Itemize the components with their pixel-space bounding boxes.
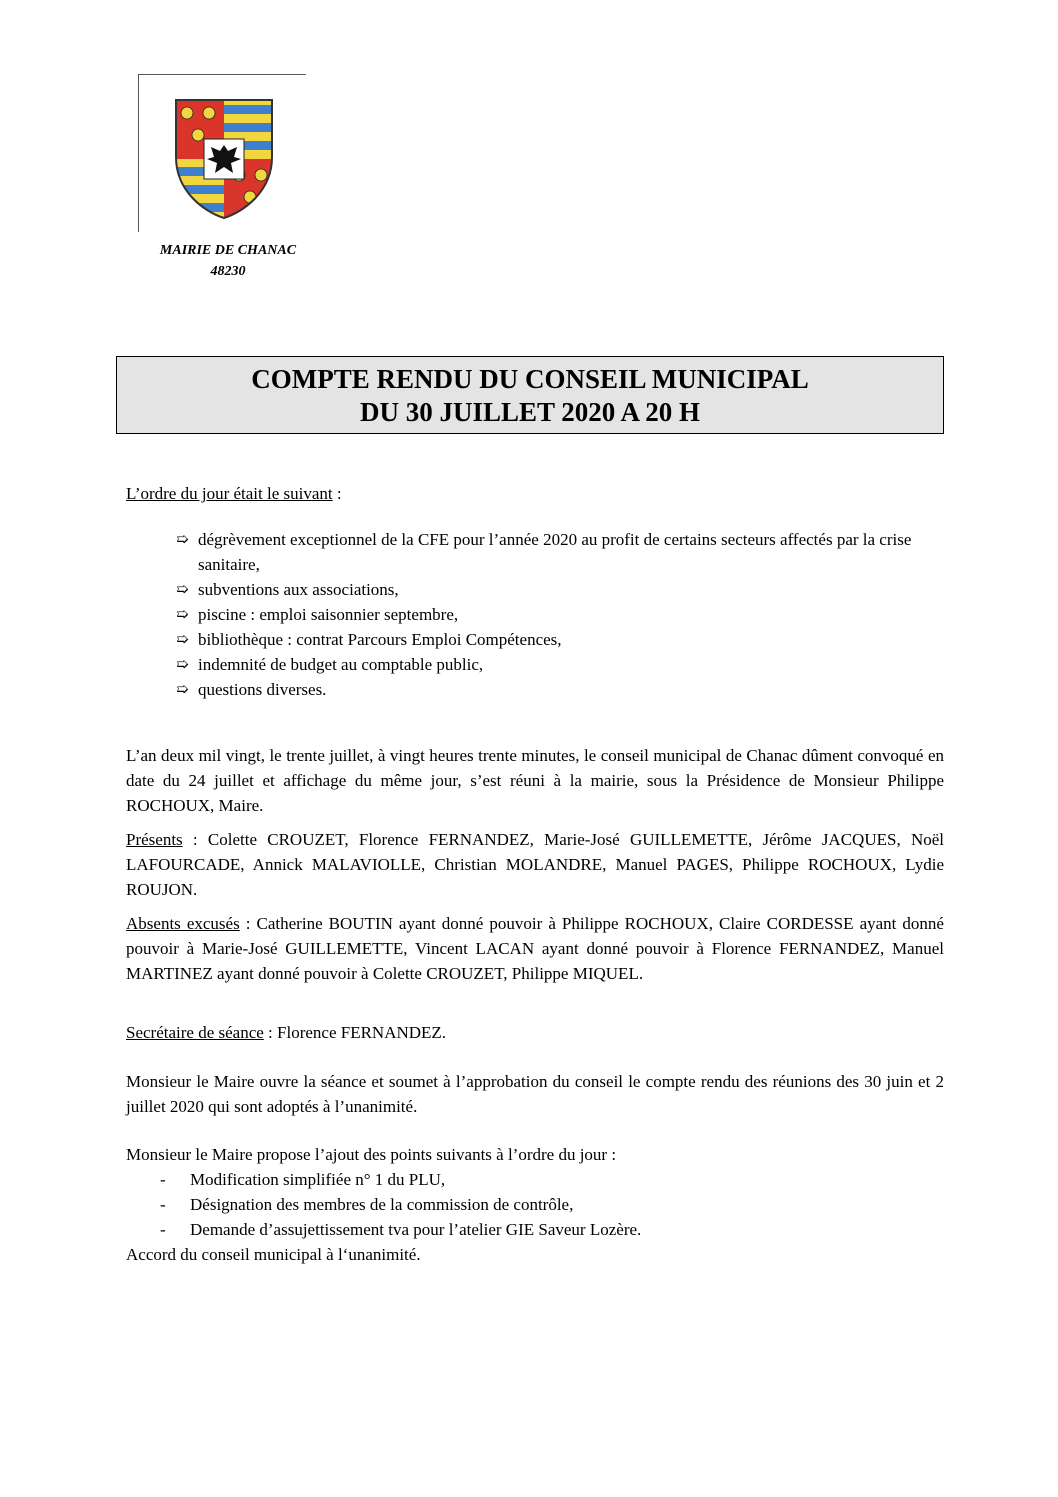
list-item [154,1217,934,1242]
mairie-postcode: 48230 [210,264,246,279]
agenda-intro-label: L’ordre du jour était le suivant [126,484,333,503]
list-item [176,577,946,602]
list-item [176,677,946,702]
added-points-list [154,1167,934,1242]
list-item [154,1192,934,1217]
hollow-arrow-icon: ➯ [176,630,189,648]
presents-label: Présents [126,830,183,849]
added-point-text: Demande d’assujettissement tva pour l’atelier GIE Saveur Lozère. [190,1220,642,1239]
agenda-item-text: piscine : emploi saisonnier septembre, [198,605,459,624]
title-line-1: COMPTE RENDU DU CONSEIL MUNICIPAL [251,364,809,394]
agenda-list [176,527,946,702]
list-item [176,527,946,577]
added-points-conclusion: Accord du conseil municipal à l‘unanimité. [126,1245,421,1264]
absents-paragraph [126,911,944,986]
added-points-intro: Monsieur le Maire propose l’ajout des points suivants à l’ordre du jour : [126,1145,617,1164]
absents-label: Absents excusés [126,914,240,933]
opening-paragraph: L’an deux mil vingt, le trente juillet, à vingt heures trente minutes, le conseil municipal de Chanac dûment convoqué en date du 24 juillet et affichage du même jour, s’est réuni à la mairie, sous la Présidence de Monsieur Philippe ROCHOUX, Maire. [126,746,944,815]
dash-bullet: - [160,1195,166,1214]
hollow-arrow-icon: ➯ [176,530,189,548]
agenda-intro [126,481,944,506]
title-line-2: DU 30 JUILLET 2020 A 20 H [359,397,701,427]
secretaire-label: Secrétaire de séance [126,1023,264,1042]
agenda-item-text: dégrèvement exceptionnel de la CFE pour l’année 2020 au profit de certains secteurs affectés par la crise sanitaire, [198,530,912,574]
secretaire-text: : Florence FERNANDEZ. [263,1023,447,1042]
hollow-arrow-icon: ➯ [176,655,189,673]
list-item [154,1167,934,1192]
approval-paragraph: Monsieur le Maire ouvre la séance et soumet à l’approbation du conseil le compte rendu des réunions des 30 juin et 2 juillet 2020 qui sont adoptés à l’unanimité. [126,1072,944,1116]
list-item [176,627,946,652]
dash-bullet: - [160,1220,166,1239]
agenda-intro-suffix: : [332,484,342,503]
added-point-text: Modification simplifiée n° 1 du PLU, [190,1170,446,1189]
added-point-text: Désignation des membres de la commission de contrôle, [190,1195,574,1214]
agenda-item-text: subventions aux associations, [198,580,399,599]
dash-bullet: - [160,1170,166,1189]
list-item [176,602,946,627]
presents-text: : Colette CROUZET, Florence FERNANDEZ, Marie-José GUILLEMETTE, Jérôme JACQUES, Noël LAFOURCADE, Annick MALAVIOLLE, Christian MOLANDRE, Manuel PAGES, Philippe ROCHOUX, Lydie ROUJON. [126,830,944,899]
mairie-header [138,240,318,282]
logo-frame [138,74,306,232]
document-title-box [116,356,944,434]
agenda-item-text: indemnité de budget au comptable public, [198,655,484,674]
secretaire-paragraph [126,1020,944,1045]
absents-text: : Catherine BOUTIN ayant donné pouvoir à Philippe ROCHOUX, Claire CORDESSE ayant donné pouvoir à Marie-José GUILLEMETTE, Vincent LACAN ayant donné pouvoir à Florence FERNANDEZ, Manuel MARTINEZ ayant donné pouvoir à Colette CROUZET, Philippe MIQUEL. [126,914,944,983]
presents-paragraph [126,827,944,902]
hollow-arrow-icon: ➯ [176,605,189,623]
agenda-item-text: questions diverses. [198,680,327,699]
hollow-arrow-icon: ➯ [176,680,189,698]
coat-of-arms-icon [173,97,275,221]
list-item [176,652,946,677]
agenda-item-text: bibliothèque : contrat Parcours Emploi Compétences, [198,630,562,649]
hollow-arrow-icon: ➯ [176,580,189,598]
mairie-name: MAIRIE DE CHANAC [159,243,297,258]
